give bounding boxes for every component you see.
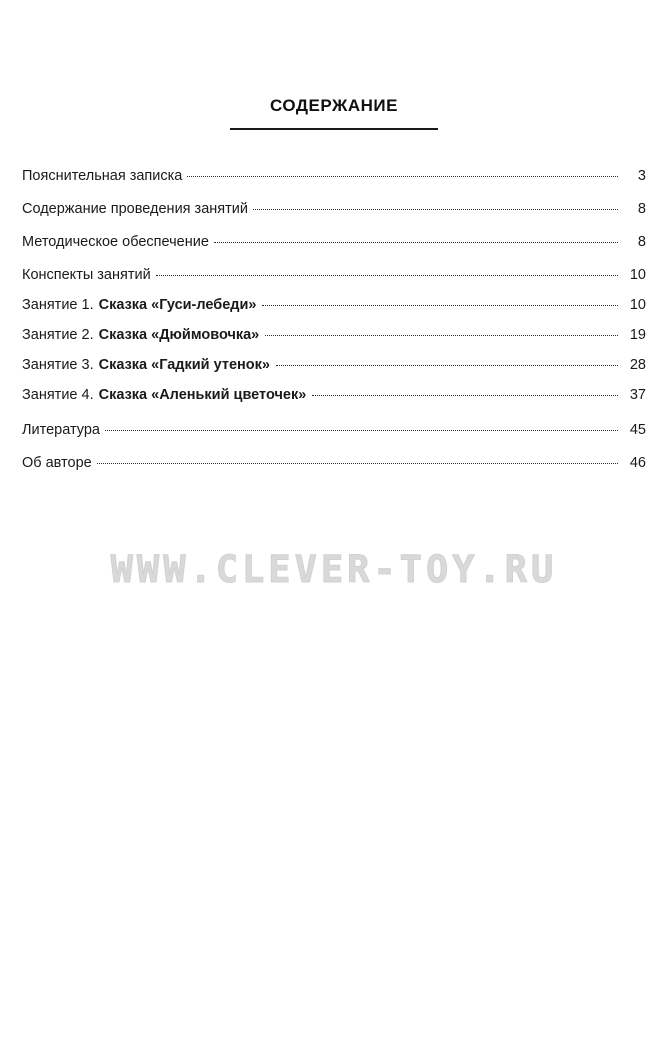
toc-entry[interactable] <box>22 201 646 217</box>
spacer <box>22 250 646 267</box>
toc-entry[interactable] <box>22 455 646 471</box>
toc-entry-page: 45 <box>629 422 646 438</box>
toc-entry[interactable] <box>22 234 646 250</box>
toc-entry-title: Сказка «Дюймовочка» <box>98 327 260 343</box>
page-title: СОДЕРЖАНИЕ <box>270 96 398 115</box>
spacer <box>22 283 646 297</box>
spacer <box>22 403 646 422</box>
toc-entry-label: Об авторе <box>22 455 92 471</box>
toc-leader-dots <box>276 364 618 366</box>
spacer <box>22 438 646 455</box>
toc-leader-dots <box>187 175 618 177</box>
toc-entry-label: Пояснительная записка <box>22 168 183 184</box>
toc-entry[interactable] <box>22 327 646 343</box>
toc-leader-dots <box>105 429 618 431</box>
toc-entry[interactable] <box>22 387 646 403</box>
toc-entry-title: Сказка «Гуси-лебеди» <box>98 297 257 313</box>
toc-entry-number: Занятие 4. <box>22 387 94 403</box>
toc-entry-label: Содержание проведения занятий <box>22 201 248 217</box>
spacer <box>22 184 646 201</box>
toc-entry[interactable] <box>22 267 646 283</box>
toc-entry-page: 10 <box>629 297 646 313</box>
title-divider <box>230 128 438 130</box>
spacer <box>22 373 646 387</box>
toc-entry-label: Литература <box>22 422 100 438</box>
toc-entry-page: 37 <box>629 387 646 403</box>
toc-entry-page: 19 <box>629 327 646 343</box>
toc-entry-number: Занятие 2. <box>22 327 94 343</box>
toc-entry[interactable] <box>22 168 646 184</box>
spacer <box>22 217 646 234</box>
toc-entry-title: Сказка «Аленький цветочек» <box>98 387 307 403</box>
toc-leader-dots <box>312 394 618 396</box>
toc-leader-dots <box>262 304 618 306</box>
toc-entry-page: 3 <box>637 168 646 184</box>
toc-entry-page: 8 <box>637 234 646 250</box>
toc-entry[interactable] <box>22 297 646 313</box>
toc-entry-label: Конспекты занятий <box>22 267 151 283</box>
toc-entry-page: 8 <box>637 201 646 217</box>
spacer <box>22 343 646 357</box>
toc-leader-dots <box>156 274 618 276</box>
toc-leader-dots <box>265 334 618 336</box>
toc-entry-page: 10 <box>629 267 646 283</box>
toc-entry-page: 28 <box>629 357 646 373</box>
toc-entry-number: Занятие 1. <box>22 297 94 313</box>
toc-leader-dots <box>97 462 618 464</box>
toc-leader-dots <box>214 241 618 243</box>
toc-entry-page: 46 <box>629 455 646 471</box>
toc-leader-dots <box>253 208 618 210</box>
toc-entry-number: Занятие 3. <box>22 357 94 373</box>
watermark: WWW.CLEVER-TOY.RU <box>110 548 558 591</box>
table-of-contents <box>22 168 646 471</box>
document-page <box>0 96 668 1056</box>
toc-entry[interactable] <box>22 422 646 438</box>
toc-entry-label: Методическое обеспечение <box>22 234 209 250</box>
spacer <box>22 313 646 327</box>
toc-entry[interactable] <box>22 357 646 373</box>
toc-entry-title: Сказка «Гадкий утенок» <box>98 357 270 373</box>
